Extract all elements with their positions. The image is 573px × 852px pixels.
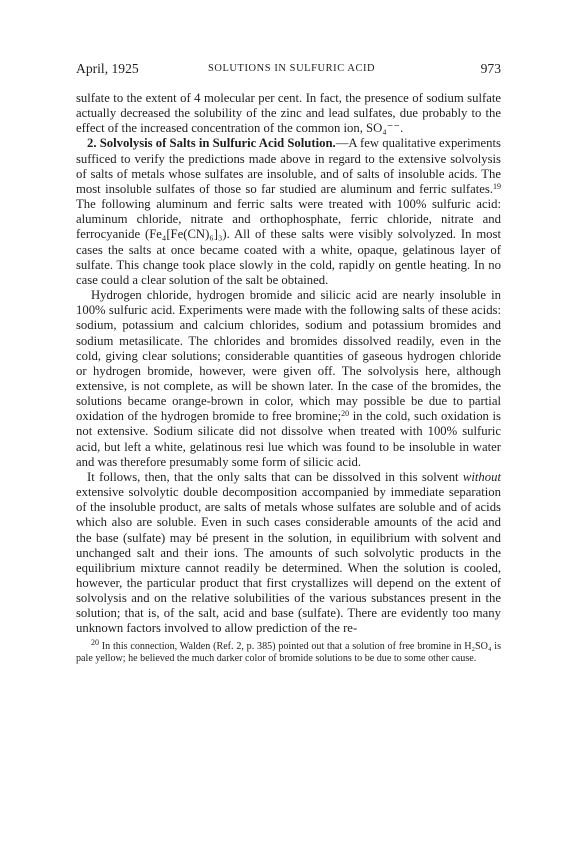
footnote-number: 20	[91, 637, 99, 647]
paragraph1-text: sulfate to the extent of 4 molecular per cent. In fact, the presence of sodium sulfate actually decreased the solubility of the zinc and lead sulfates, due probably to the effect of the increased concentration of the common ion, SO₄⁻⁻.	[76, 91, 501, 136]
paragraph2-text-b: The following aluminum and ferric salts were treated with 100% sulfuric acid: aluminum chloride, nitrate and orthophosphate, ferric chloride, nitrate and ferrocyanide (Fe₄[Fe(CN)₆]₃). All of these salts were visibly solvolyzed. In most cases the salts at once became coated with a white, opaque, gelatinous layer of sulfate. This change took place slowly in the cold, rapidly on gentle heating. In no case could a clear solution of the salt be obtained.	[76, 197, 501, 287]
paragraph-conclusion	[76, 470, 501, 637]
paragraph4-text-b: extensive solvolytic double decomposition accompanied by immediate separation of the insoluble product, are salts of metals whose sulfates are soluble and of acids which also are soluble. Even in such cases considerable amounts of the acid and the base (sulfate) may bé present in the solution, in equilibrium with solvent and unchanged salt and their ions. The amounts of such solvolytic products in the equilibrium mixture cannot readily be determined. When the solution is cooled, however, the particular product that first crystallizes will depend on the extent of solvolysis and on the relative solubilities of the various substances present in the solution; that is, of the salt, acid and base (sulfate). There are evidently too many unknown factors involved to allow prediction of the re-	[76, 485, 501, 636]
section-number: 2.	[87, 136, 97, 151]
footnote-ref-19: 19	[493, 181, 501, 191]
paragraph-solvolysis	[76, 136, 501, 288]
header-date: April, 1925	[76, 61, 139, 76]
footnote-text	[76, 637, 501, 666]
paragraph-hydrogen-halides	[76, 288, 501, 470]
paragraph3-text-b: in the cold, such oxidation is not extensive. Sodium silicate did not dissolve when treated with 100% sulfuric acid, but left a white, gelatinous resi lue which was found to be insoluble in water and was therefore presumably some form of silicic acid.	[76, 409, 501, 469]
page-number: 973	[480, 61, 501, 76]
running-title: SOLUTIONS IN SULFURIC ACID	[208, 63, 376, 74]
article-body	[76, 91, 501, 666]
footnote-body: In this connection, Walden (Ref. 2, p. 385) pointed out that a solution of free bromine in H₂SO₄ is pale yellow; he believed the much darker color of bromide solutions to be due to some other cause.	[76, 640, 501, 665]
paragraph2-text-a: —A few qualitative experiments sufficed to verify the predictions made above in regard to the extensive solvolysis of salts of metals whose sulfates are insoluble, and of salts of insoluble acids. The most insoluble sulfates of those so far studied are aluminum and ferric sulfates.	[76, 136, 501, 196]
footnote-ref-20: 20	[341, 409, 350, 419]
paragraph3-text-a: Hydrogen chloride, hydrogen bromide and silicic acid are nearly insoluble in 100% sulfuric acid. Experiments were made with the following salts of these acids: sodium, potassium and calcium chlorides, sodium and potassium bromides and sodium metasilicate. The chlorides and bromides dissolved readily, even in the cold, giving clear solutions; considerable quantities of gaseous hydrogen chloride or hydrogen bromide, however, were given off. The solvolysis here, although extensive, is not complete, as will be shown later. In the case of the bromides, the solutions became orange-brown in color, which may possible be due to partial oxidation of the hydrogen bromide to free bromine;	[76, 288, 501, 424]
paragraph-continuation	[76, 91, 501, 136]
section-heading: Solvolysis of Salts in Sulfuric Acid Solution.	[99, 136, 336, 151]
emphasis-without: without	[462, 469, 501, 484]
page-header	[76, 61, 501, 79]
paragraph4-text-a: It follows, then, that the only salts that can be dissolved in this solvent	[87, 469, 463, 484]
footnote-20	[76, 637, 501, 666]
